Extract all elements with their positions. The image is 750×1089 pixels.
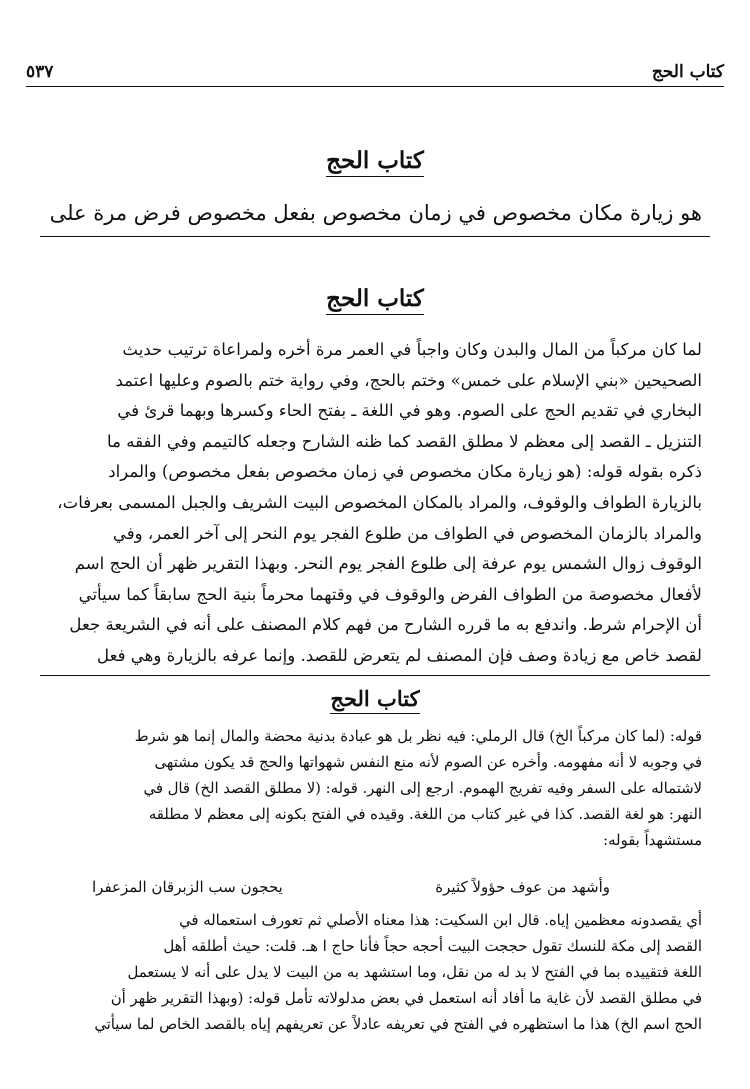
hashiya-line: أي يقصدونه معظمين إياه. قال ابن السكيت: هذا معناه الأصلي ثم تعورف استعماله في: [179, 912, 702, 929]
sharh-line: ذكره بقوله قوله: (هو زيارة مكان مخصوص في زمان مخصوص بفعل مخصوص) والمراد: [108, 462, 702, 482]
sharh-heading-text: كتاب الحج: [326, 285, 424, 315]
header-rule: [26, 86, 724, 87]
sharh-line: لأفعال مخصوصة من الطواف الفرض والوقوف في وقتهما محرماً بنية الحج سابقاً كما سيأتي: [78, 584, 702, 604]
hashiya-line: اللغة فتقييده بما في الفتح لا بد له من نقل، وما استشهد به من البيت لا يدل على أنه لا يستعمل: [127, 964, 702, 981]
hashiya-heading: [0, 686, 750, 714]
sharh-line: البخاري في تقديم الحج على الصوم. وهو في اللغة ـ بفتح الحاء وكسرها وبهما قرئ في: [117, 401, 702, 421]
sharh-line: لما كان مركباً من المال والبدن وكان واجباً في العمر مرة أخره ولمراعاة ترتيب حديث: [122, 340, 702, 359]
sharh-line: أن الإحرام شرط. واندفع به ما قرره الشارح من فهم كلام المصنف على أنه في الشريعة جعل: [69, 615, 702, 635]
matn-text: هو زيارة مكان مخصوص في زمان مخصوص بفعل مخصوص فرض مرة على: [49, 201, 702, 225]
matn-heading: [0, 147, 750, 177]
hashiya-line: مستشهداً بقوله:: [603, 832, 702, 849]
poetry-verse: [92, 878, 610, 902]
matn-divider: [40, 236, 710, 237]
hashiya-body-continued: [48, 908, 702, 1038]
matn-heading-text: كتاب الحج: [326, 147, 424, 177]
sharh-heading: [0, 285, 750, 315]
hashiya-body: [48, 724, 702, 854]
page-header: [26, 62, 724, 84]
hashiya-line: في وجوبه لا أنه مفهومه. وأخره عن الصوم لأنه منع النفس شهواتها والحج قد يكون مشتهى: [154, 754, 702, 771]
hashiya-line: الحج اسم الخ) هذا ما استظهره في الفتح في تعريفه عادلاً عن تعريفهم إياه بالقصد الخاص لما سيأتي: [94, 1016, 702, 1033]
sharh-line: الصحيحين «بني الإسلام على خمس» وختم بالحج، وفي رواية ختم بالصوم وعليها اعتمد: [115, 370, 702, 390]
hashiya-line: القصد إلى مكة للنسك تقول حججت البيت أحجه حجاً فأنا حاج ا هـ. قلت: حيث أطلقه أهل: [163, 938, 702, 955]
verse-second-hemistich: يحجون سب الزبرقان المزعفرا: [92, 878, 283, 896]
page-number: ٥٣٧: [26, 62, 54, 82]
verse-first-hemistich: وأشهد من عوف حؤولاً كثيرة: [435, 878, 610, 896]
sharh-line: بالزيارة الطواف والوقوف، والمراد بالمكان المخصوص البيت الشريف والجبل المسمى بعرفات،: [57, 492, 702, 512]
hashiya-line: في مطلق القصد لأن غاية ما أفاد أنه استعمل في بعض مدلولاته تأمل قوله: (وبهذا التقرير ظهر أن: [110, 990, 702, 1007]
hashiya-line: النهر: هو لغة القصد. كذا في غير كتاب من اللغة. وقيده في الفتح بكونه إلى معظم لا مطلقه: [148, 806, 702, 823]
sharh-line: لقصد خاص مع زيادة وصف فإن المصنف لم يتعرض للقصد. وإنما عرفه بالزيارة وهي فعل: [97, 645, 702, 665]
hashiya-heading-text: كتاب الحج: [330, 686, 419, 714]
sharh-divider: [40, 675, 710, 676]
sharh-line: والمراد بالزمان المخصوص في الطواف من طلوع الفجر يوم النحر إلى آخر العمر، وفي: [112, 523, 702, 543]
running-title: كتاب الحج: [651, 62, 724, 82]
hashiya-line: لاشتماله على السفر وفيه تفريج الهموم. ارجع إلى النهر. قوله: (لا مطلق القصد الخ) قال في: [143, 780, 702, 797]
sharh-line: الوقوف زوال الشمس يوم عرفة إلى طلوع الفجر يوم النحر. وبهذا التقرير ظهر أن الحج اسم: [74, 554, 702, 574]
sharh-line: التنزيل ـ القصد إلى معظم لا مطلق القصد كما ظنه الشارح وجعله كالتيمم وفي الفقه ما: [107, 431, 702, 451]
hashiya-line: قوله: (لما كان مركباً الخ) قال الرملي: فيه نظر بل هو عبادة بدنية محضة والمال إنما هو شرط: [134, 728, 702, 745]
sharh-body: [48, 335, 702, 672]
